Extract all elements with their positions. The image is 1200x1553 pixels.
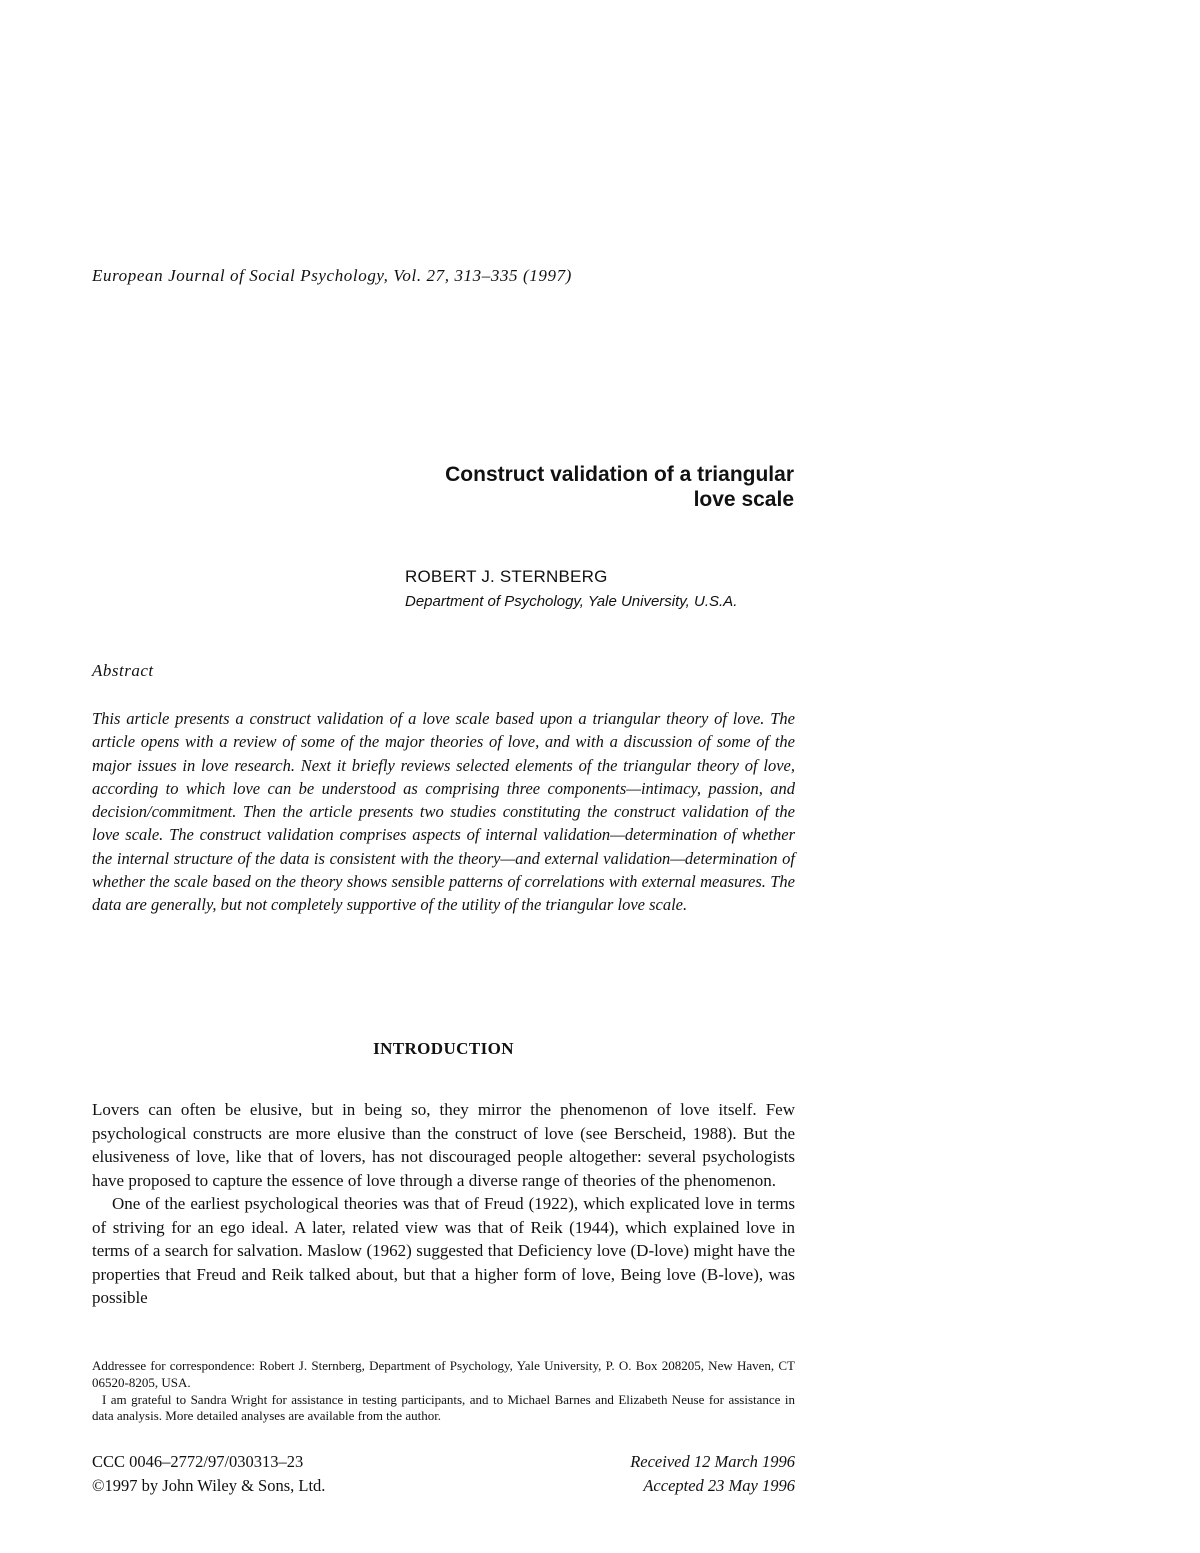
journal-citation: European Journal of Social Psychology, Vol. 27, 313–335 (1997): [92, 266, 572, 285]
abstract-text: This article presents a construct validation of a love scale based upon a triangular theory of love. The article opens with a review of some of the major theories of love, and with a discussion of some of the major issues in love research. Next it briefly reviews selected elements of the triangular theory of love, according to which love can be understood as comprising three components—intimacy, passion, and decision/commitment. Then the article presents two studies constituting the construct validation of the love scale. The construct validation comprises aspects of internal validation—determination of whether the internal structure of the data is consistent with the theory—and external validation—determination of whether the scale based on the theory shows sensible patterns of correlations with external measures. The data are generally, but not completely supportive of the utility of the triangular love scale.: [92, 709, 795, 915]
author-name: ROBERT J. STERNBERG: [405, 567, 608, 586]
introduction-paragraph: Lovers can often be elusive, but in being so, they mirror the phenomenon of love itself. Few psychological constructs are more elusive than the construct of love (see Berscheid, 1988). But the elusiveness of love, like that of lovers, has not discouraged people altogether: several psychologists have proposed to capture the essence of love through a diverse range of theories of the phenomenon.: [92, 1100, 795, 1190]
accepted-date: Accepted 23 May 1996: [643, 1476, 795, 1495]
introduction-heading: INTRODUCTION: [373, 1039, 514, 1058]
article-title: [445, 462, 794, 512]
author-affiliation: Department of Psychology, Yale University, U.S.A.: [405, 593, 738, 610]
acknowledgement-footnote: I am grateful to Sandra Wright for assistance in testing participants, and to Michael Barnes and Elizabeth Neuse for assistance in data analysis. More detailed analyses are available from the author.: [92, 1391, 795, 1424]
received-date: Received 12 March 1996: [630, 1452, 795, 1471]
ccc-code: CCC 0046–2772/97/030313–23: [92, 1452, 304, 1471]
introduction-body: [92, 1098, 795, 1310]
correspondence-footnote: Addressee for correspondence: Robert J. Sternberg, Department of Psychology, Yale University, P. O. Box 208205, New Haven, CT 06520-8205, USA.: [92, 1358, 795, 1390]
publication-info: [92, 1450, 325, 1498]
footnotes: [92, 1358, 795, 1425]
article-title-line-1: Construct validation of a triangular: [445, 463, 794, 486]
copyright-notice: ©1997 by John Wiley & Sons, Ltd.: [92, 1476, 326, 1495]
abstract-heading: Abstract: [92, 661, 154, 680]
introduction-paragraph: One of the earliest psychological theories was that of Freud (1922), which explicated love in terms of striving for an ego ideal. A later, related view was that of Reik (1944), which explained love in terms of a search for salvation. Maslow (1962) suggested that Deficiency love (D-love) might have the properties that Freud and Reik talked about, but that a higher form of love, Being love (B-love), was possible: [92, 1194, 795, 1307]
article-title-line-2: love scale: [693, 488, 794, 511]
publication-dates: [630, 1450, 795, 1498]
